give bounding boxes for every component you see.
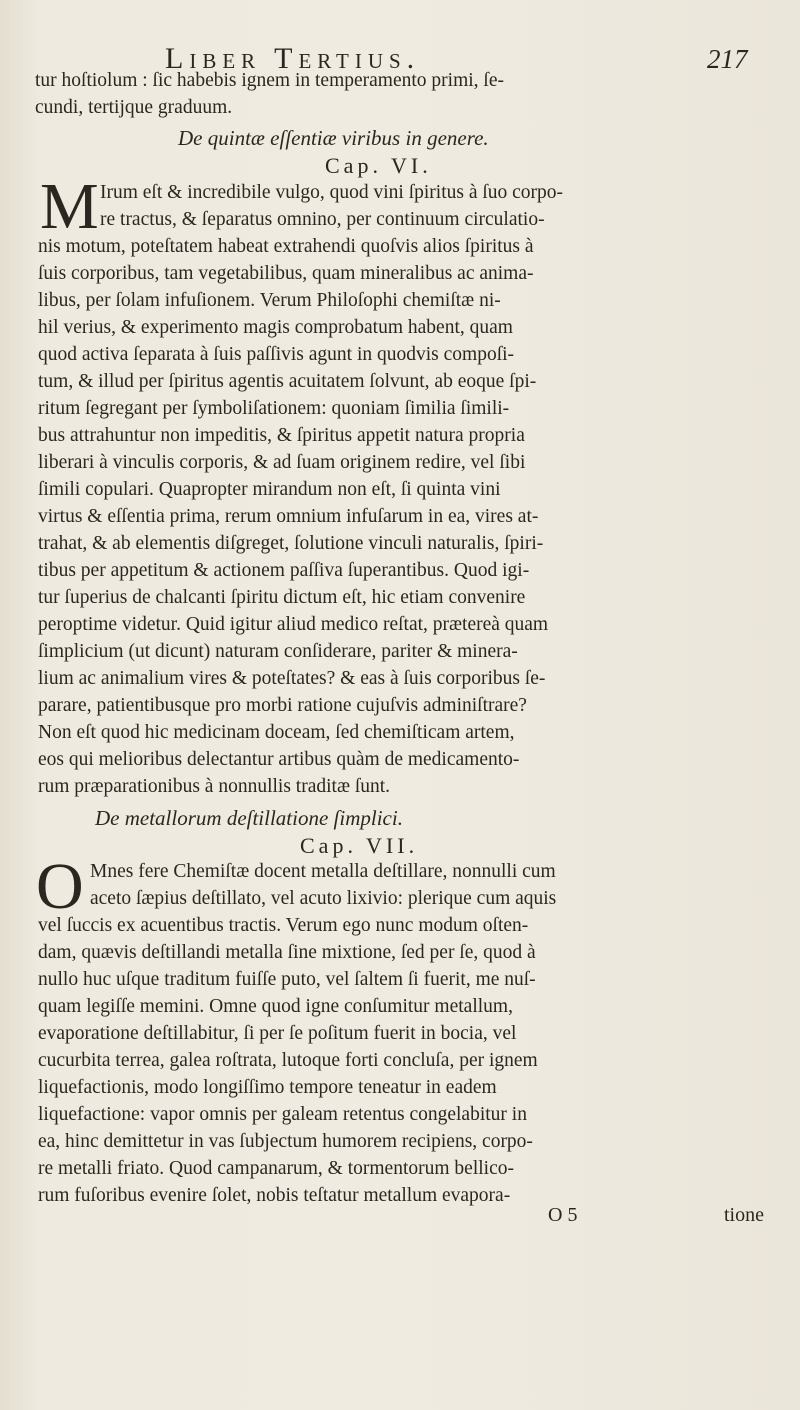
text-line: liquefactione: vapor omnis per galeam retentus congelabitur in	[38, 1104, 527, 1125]
drop-cap: O	[36, 850, 84, 923]
text-line: Non eſt quod hic medicinam doceam, ſed chemiſticam artem,	[38, 722, 515, 743]
text-line: ſimili copulari. Quapropter mirandum non eſt, ſi quinta vini	[38, 479, 501, 500]
text-line: bus attrahuntur non impeditis, & ſpiritus appetit natura propria	[38, 425, 525, 446]
text-line: hil verius, & experimento magis comprobatum habent, quam	[38, 317, 513, 338]
text-line: tum, & illud per ſpiritus agentis acuitatem ſolvunt, ab eoque ſpi-	[38, 371, 537, 392]
text-line: tibus per appetitum & actionem paſſiva ſuperantibus. Quod igi-	[38, 560, 530, 581]
text-line: trahat, & ab elementis diſgreget, ſolutione vinculi naturalis, ſpiri-	[38, 533, 544, 554]
drop-cap: M	[40, 170, 99, 243]
chapter-title: De quintæ eſſentiæ viribus in genere.	[178, 126, 489, 150]
catchword: tione	[724, 1204, 764, 1226]
text-line: peroptime videtur. Quid igitur aliud medico reſtat, prætereà quam	[38, 614, 549, 635]
text-line: liquefactionis, modo longiſſimo tempore teneatur in eadem	[38, 1077, 497, 1098]
text-line: rum fuſoribus evenire ſolet, nobis teſtatur metallum evapora-	[38, 1185, 511, 1206]
text-line: ea, hinc demittetur in vas ſubjectum humorem recipiens, corpo-	[38, 1131, 533, 1152]
text-line: liberari à vinculis corporis, & ad ſuam originem redire, vel ſibi	[38, 452, 526, 473]
text-line: ſuis corporibus, tam vegetabilibus, quam mineralibus ac anima-	[38, 263, 534, 284]
text-line: Mnes fere Chemiſtæ docent metalla deſtillare, nonnulli cum	[90, 861, 556, 882]
text-line: eos qui melioribus delectantur artibus quàm de medicamento-	[38, 749, 520, 770]
running-head: Liber Tertius.	[165, 42, 421, 75]
text-line: cucurbita terrea, galea roſtrata, lutoque forti concluſa, per ignem	[38, 1050, 538, 1071]
signature-mark: O 5	[548, 1204, 578, 1226]
text-line: quod activa ſeparata à ſuis paſſivis agunt in quodvis compoſi-	[38, 344, 515, 365]
text-line: ſimplicium (ut dicunt) naturam conſiderare, pariter & minera-	[38, 641, 518, 662]
text-line: Irum eſt & incredibile vulgo, quod vini ſpiritus à ſuo corpo-	[100, 182, 564, 203]
chapter-title: De metallorum deſtillatione ſimplici.	[95, 806, 403, 830]
chapter-number: Cap. VII.	[300, 833, 419, 858]
text-line: quam legiſſe memini. Omne quod igne conſumitur metallum,	[38, 996, 513, 1017]
text-line: ritum ſegregant per ſymboliſationem: quoniam ſimilia ſimili-	[38, 398, 510, 419]
text-line: re metalli friato. Quod campanarum, & tormentorum bellico-	[38, 1158, 514, 1179]
chapter-number: Cap. VI.	[325, 153, 432, 178]
text-line: nis motum, poteſtatem habeat extrahendi quoſvis alios ſpiritus à	[38, 236, 534, 257]
page-number: 217	[707, 44, 748, 74]
text-line: tur ſuperius de chalcanti ſpiritu dictum eſt, hic etiam convenire	[38, 587, 526, 608]
text-line: re tractus, & ſeparatus omnino, per continuum circulatio-	[100, 209, 545, 230]
text-line: cundi, tertijque graduum.	[35, 97, 233, 118]
text-line: tur hoſtiolum : ſic habebis ignem in temperamento primi, ſe-	[35, 70, 504, 91]
text-line: aceto ſæpius deſtillato, vel acuto lixivio: plerique cum aquis	[90, 888, 557, 909]
text-line: lium ac animalium vires & poteſtates? & eas à ſuis corporibus ſe-	[38, 668, 546, 689]
text-line: vel ſuccis ex acuentibus tractis. Verum ego nunc modum oſten-	[38, 915, 529, 936]
text-line: libus, per ſolam infuſionem. Verum Philoſophi chemiſtæ ni-	[38, 290, 501, 311]
text-line: virtus & eſſentia prima, rerum omnium infuſarum in ea, vires at-	[38, 506, 539, 527]
text-line: evaporatione deſtillabitur, ſi per ſe poſitum fuerit in bocia, vel	[38, 1023, 517, 1044]
text-line: nullo huc uſque traditum fuiſſe puto, vel ſaltem ſi fuerit, me nuſ-	[38, 969, 536, 990]
text-line: rum præparationibus à nonnullis traditæ ſunt.	[38, 776, 391, 797]
text-line: parare, patientibusque pro morbi ratione cujuſvis adminiſtrare?	[38, 695, 527, 716]
text-line: dam, quævis deſtillandi metalla ſine mixtione, ſed per ſe, quod à	[38, 942, 536, 963]
